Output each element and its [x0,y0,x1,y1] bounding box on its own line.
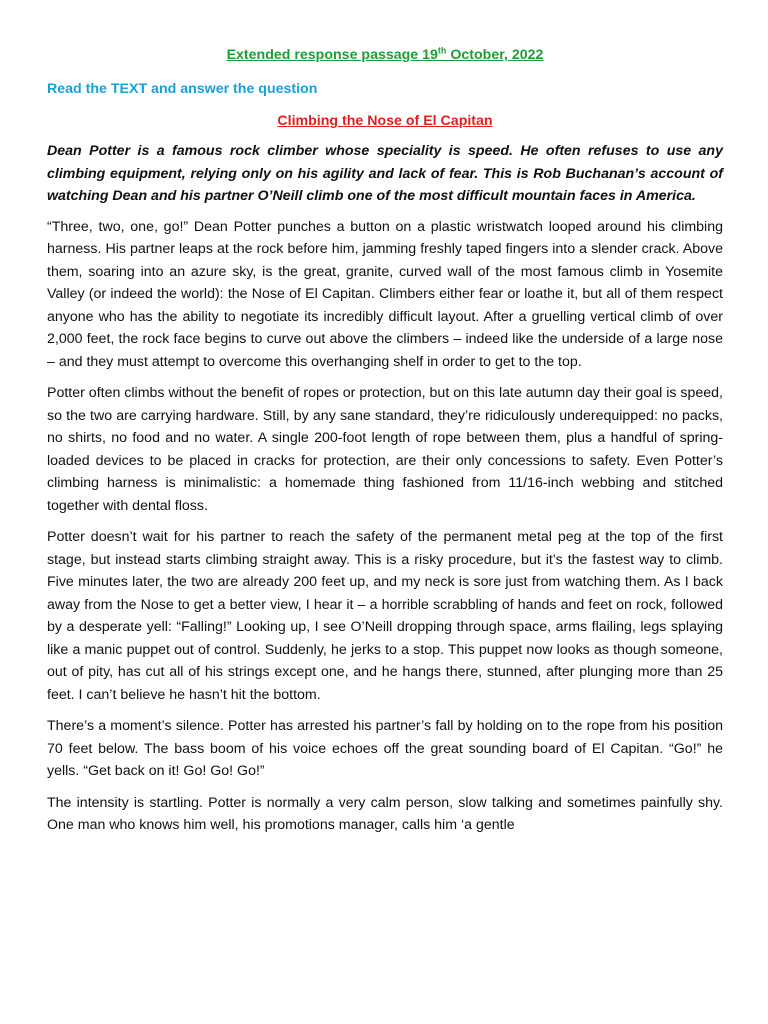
passage-header [47,44,723,66]
header-prefix: Extended response passage 19 [226,47,438,63]
body-paragraph-2: Potter often climbs without the benefit of ropes or protection, but on this late autumn day their goal is speed, so the two are carrying hardware. Still, by any sane standard, they’re ridiculously underequipped: no packs, no shirts, no food and no water. A single 200-foot length of rope between them, plus a handful of spring-loaded devices to be placed in cracks for protection, are their only concessions to safety. Even Potter’s climbing harness is minimalistic: a homemade thing fashioned from 11/16-inch webbing and stitched together with dental floss. [47,385,723,514]
document-page [47,40,723,846]
body-paragraph-5: The intensity is startling. Potter is normally a very calm person, slow talking and sometimes painfully shy. One man who knows him well, his promotions manager, calls him ‘a gentle [47,794,723,833]
instruction-text: Read the TEXT and answer the question [47,81,318,97]
header-superscript: th [437,45,447,56]
intro-paragraph: Dean Potter is a famous rock climber whose speciality is speed. He often refuses to use any climbing equipment, relying only on his agility and lack of fear. This is Rob Buchanan’s account of watching Dean and his partner O’Neill climb one of the most difficult mountain faces in America. [47,143,723,204]
body-paragraph-4: There’s a moment’s silence. Potter has arrested his partner’s fall by holding on to the rope from his position 70 feet below. The bass boom of his voice echoes off the great sounding board of El Capitan. “Go!” he yells. “Get back on it! Go! Go! Go!” [47,718,723,779]
header-suffix: October, 2022 [446,47,544,63]
body-paragraph-3: Potter doesn’t wait for his partner to reach the safety of the permanent metal peg at the top of the first stage, but instead starts climbing straight away. This is a risky procedure, but it’s the fastest way to climb. Five minutes later, the two are already 200 feet up, and my neck is sore just from watching them. As I back away from the Nose to get a better view, I hear it – a horrible scrabbling of hands and feet on rock, followed by a desperate yell: “Falling!” Looking up, I see O’Neill dropping through space, arms flailing, legs splaying like a manic puppet out of control. Suddenly, he jerks to a stop. This puppet now looks as though someone, out of pity, has cut all of his strings except one, and he hangs there, stunned, after plunging more than 25 feet. I can’t believe he hasn’t hit the bottom. [47,529,723,703]
passage-title: Climbing the Nose of El Capitan [277,113,493,129]
body-paragraph-1: “Three, two, one, go!” Dean Potter punches a button on a plastic wristwatch looped around his climbing harness. His partner leaps at the rock before him, jamming freshly taped fingers into a slender crack. Above them, soaring into an azure sky, is the great, granite, curved wall of the most famous climb in Yosemite Valley (or indeed the world): the Nose of El Capitan. Climbers either fear or loathe it, but all of them respect anyone who has the ability to negotiate its incredibly difficult layout. After a gruelling vertical climb of over 2,000 feet, the rock face begins to curve out above the climbers – indeed like the underside of a large nose – and they must attempt to overcome this overhanging shelf in order to get to the top. [47,218,723,370]
